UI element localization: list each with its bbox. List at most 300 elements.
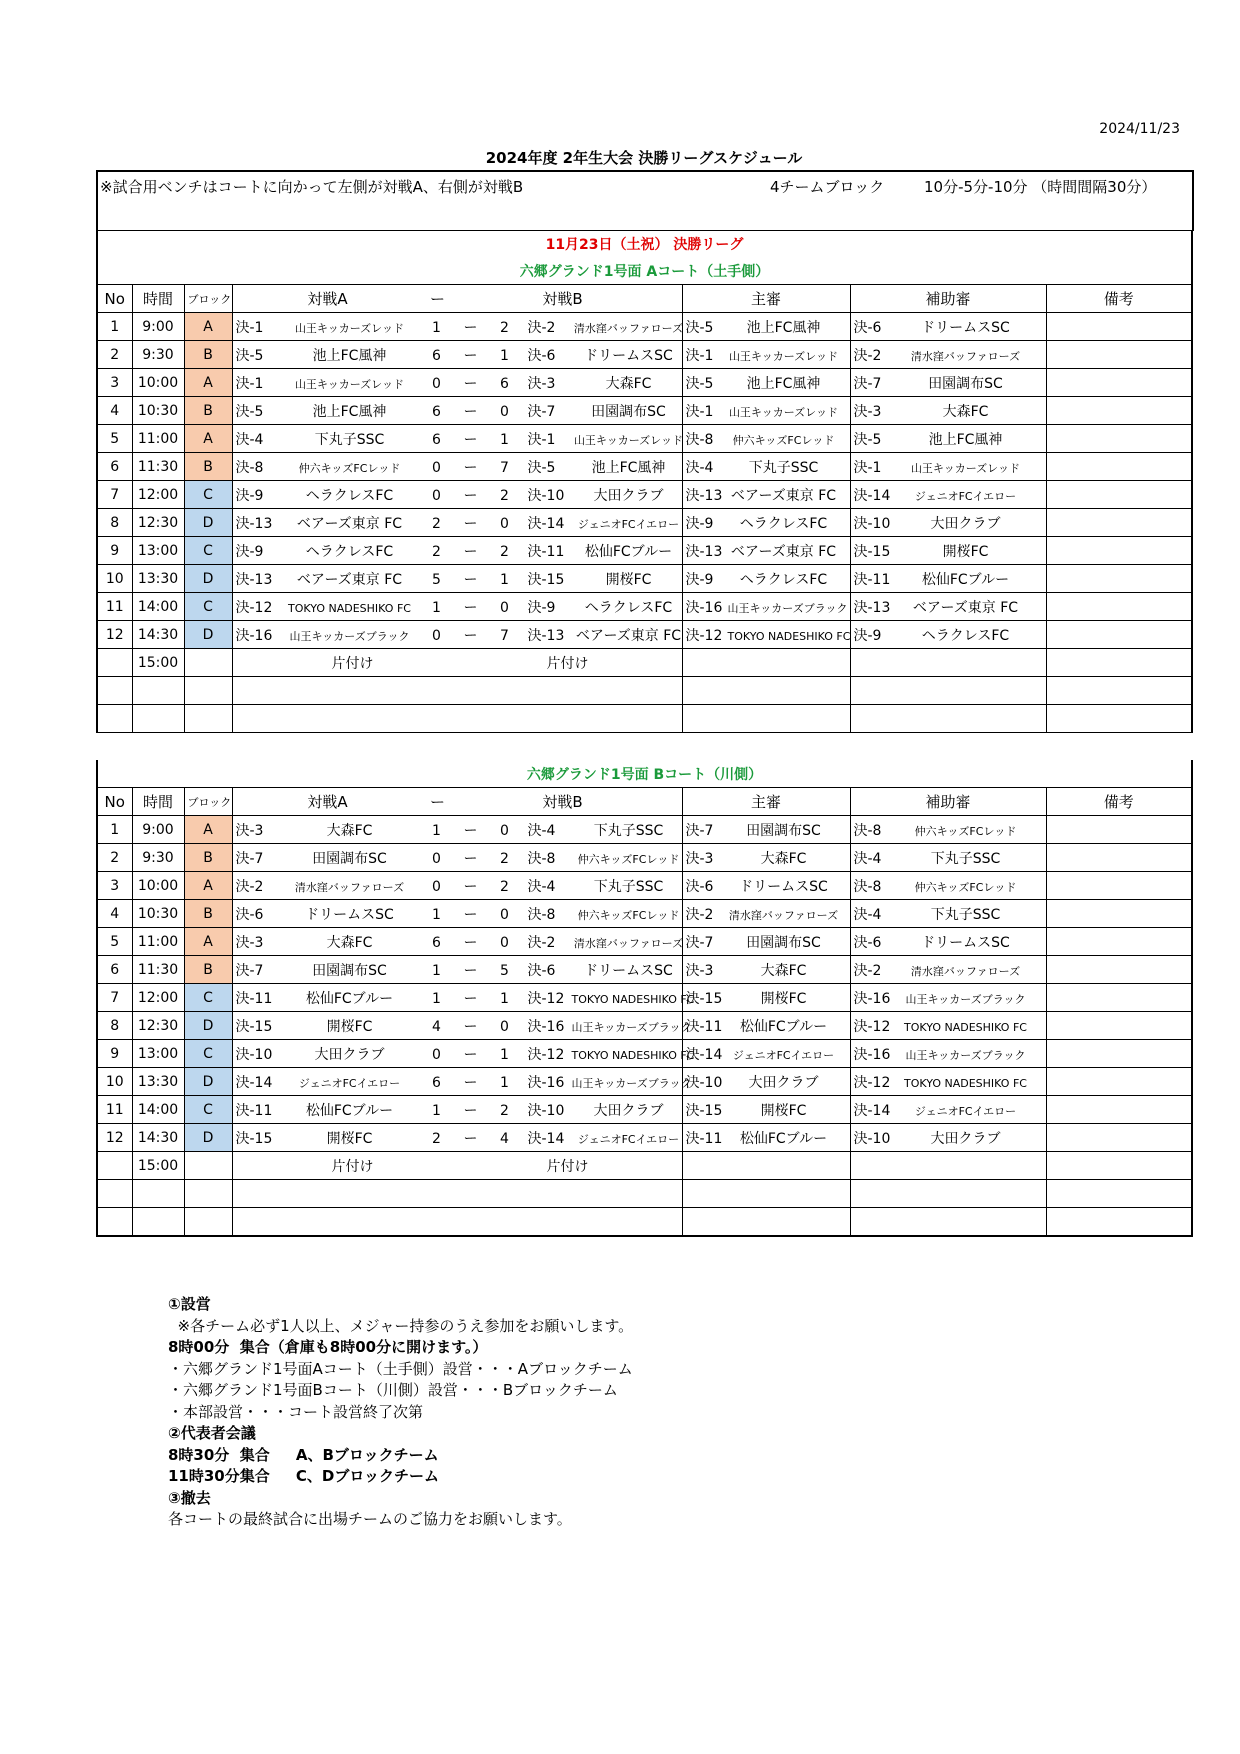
team-a-code: 決-4 [235,431,264,448]
team-b-code: 決-14 [527,515,565,532]
team-b-code: 決-8 [527,906,556,923]
match-block: D [184,621,232,649]
team-b-code: 決-8 [527,850,556,867]
remarks [1046,1096,1192,1124]
team-b-name: 山王キッカーズブラック [571,1020,692,1034]
remarks [1046,984,1192,1012]
referee [682,984,850,1012]
score-dash: ー [463,487,478,504]
team-b-name: 清水窪バッファローズ [573,936,684,950]
team-a-name: ドリームスSC [305,906,394,923]
match-block: C [184,984,232,1012]
score-a: 2 [432,543,441,560]
team-b-name: ジェニオFCイエロー [577,1132,680,1146]
team-a-code: 決-11 [235,1102,273,1119]
team-b-code: 決-16 [527,1018,565,1035]
score-a: 1 [432,1102,441,1119]
referee-code: 決-11 [685,1018,723,1035]
score-a: 1 [432,962,441,979]
asst-team: 仲六キッズFCレッド [914,824,1017,838]
cleanup-time: 15:00 [132,649,184,677]
remarks [1046,397,1192,425]
score-a: 5 [432,571,441,588]
match-no: 6 [97,956,132,984]
match-block: A [184,872,232,900]
col-remarks: 備考 [1046,285,1192,313]
referee [682,1040,850,1068]
match-pairing [232,900,682,928]
col-match [232,788,682,816]
team-a-code: 決-13 [235,515,273,532]
col-block: ブロック [184,285,232,313]
match-no: 11 [97,1096,132,1124]
asst-team: 清水窪バッファローズ [910,349,1021,363]
empty-row [97,705,1192,733]
asst-code: 決-16 [853,1046,891,1063]
score-dash: ー [463,599,478,616]
team-a-code: 決-6 [235,906,264,923]
assistant-referee [850,509,1046,537]
remarks [1046,872,1192,900]
col-block: ブロック [184,788,232,816]
col-no: No [97,285,132,313]
assistant-referee [850,900,1046,928]
score-dash: ー [463,1018,478,1035]
referee [682,397,850,425]
match-row [97,453,1192,481]
match-row [97,844,1192,872]
remarks [1046,369,1192,397]
note-line: ・六郷グランド1号面Aコート（土手側）設営・・・Aブロックチーム [168,1359,633,1378]
score-a: 0 [432,1046,441,1063]
match-row [97,369,1192,397]
asst-team: ジェニオFCイエロー [914,489,1017,503]
col-dash: ー [429,290,445,308]
team-a-code: 決-9 [235,543,264,560]
score-a: 2 [432,515,441,532]
asst-team: 開桜FC [942,543,989,560]
remarks [1046,928,1192,956]
document-date: 2024/11/23 [1099,121,1180,137]
asst-team: 松仙FCブルー [921,571,1010,588]
score-b: 2 [500,850,509,867]
match-time: 11:00 [132,425,184,453]
team-a-name: 松仙FCブルー [305,1102,394,1119]
document-title: 2024年度 2年生大会 決勝リーグスケジュール [485,149,803,167]
court-title-row [97,760,1192,788]
assistant-referee [850,984,1046,1012]
assistant-referee [850,425,1046,453]
referee [682,593,850,621]
referee [682,1124,850,1152]
asst-team: 大田クラブ [930,1130,1001,1147]
match-block: A [184,928,232,956]
assistant-referee [850,593,1046,621]
asst-code: 決-14 [853,1102,891,1119]
team-a-name: 田園調布SC [312,962,387,979]
match-time: 11:30 [132,453,184,481]
score-b: 2 [500,878,509,895]
note-line: 各コートの最終試合に出場チームのご協力をお願いします。 [168,1510,572,1528]
referee-code: 決-9 [685,571,714,588]
remarks [1046,425,1192,453]
match-row [97,621,1192,649]
team-b-code: 決-10 [527,1102,565,1119]
match-no: 12 [97,621,132,649]
asst-code: 決-6 [853,934,882,951]
score-dash: ー [463,1074,478,1091]
team-b-name: 下丸子SSC [593,822,664,839]
cleanup-row [97,1152,1192,1180]
referee-team: ドリームスSC [739,878,828,895]
referee [682,425,850,453]
team-a-name: ベアーズ東京 FC [296,571,403,588]
match-block: B [184,453,232,481]
match-block: D [184,1124,232,1152]
empty-row [97,1208,1192,1237]
match-no: 1 [97,313,132,341]
match-pairing [232,509,682,537]
assistant-referee [850,1012,1046,1040]
referee [682,313,850,341]
score-a: 6 [432,1074,441,1091]
match-time: 13:30 [132,565,184,593]
match-pairing [232,425,682,453]
col-referee: 主審 [682,285,850,313]
score-dash: ー [463,459,478,476]
match-row [97,1068,1192,1096]
team-a-name: 大田クラブ [314,1046,385,1063]
remarks [1046,900,1192,928]
match-block: A [184,313,232,341]
asst-code: 決-10 [853,515,891,532]
team-a-name: 池上FC風神 [312,403,387,420]
match-block: D [184,1068,232,1096]
referee-code: 決-4 [685,459,714,476]
referee-code: 決-16 [685,599,723,616]
match-block: B [184,844,232,872]
team-a-code: 決-15 [235,1130,273,1147]
match-time: 14:00 [132,1096,184,1124]
asst-team: ベアーズ東京 FC [912,599,1019,616]
remarks [1046,341,1192,369]
referee [682,1096,850,1124]
asst-code: 決-8 [853,878,882,895]
team-a-code: 決-10 [235,1046,273,1063]
team-a-name: 仲六キッズFCレッド [298,461,401,475]
match-block: C [184,481,232,509]
match-time: 13:00 [132,1040,184,1068]
match-no: 3 [97,369,132,397]
team-a-code: 決-15 [235,1018,273,1035]
asst-code: 決-16 [853,990,891,1007]
match-pairing [232,565,682,593]
referee-code: 決-5 [685,319,714,336]
match-time: 9:00 [132,816,184,844]
match-time: 12:00 [132,481,184,509]
match-no: 5 [97,928,132,956]
match-time: 11:30 [132,956,184,984]
col-time: 時間 [132,285,184,313]
score-dash: ー [463,990,478,1007]
score-b: 5 [500,962,509,979]
match-row [97,481,1192,509]
referee [682,956,850,984]
team-a-code: 決-1 [235,319,264,336]
referee-code: 決-12 [685,627,723,644]
asst-code: 決-12 [853,1074,891,1091]
match-no: 4 [97,397,132,425]
match-block: B [184,341,232,369]
score-dash: ー [463,375,478,392]
team-a-code: 決-16 [235,627,273,644]
referee-code: 決-15 [685,990,723,1007]
referee-team: 大森FC [760,850,807,867]
team-a-code: 決-1 [235,375,264,392]
referee-team: 山王キッカーズレッド [728,405,839,419]
score-dash: ー [463,319,478,336]
team-a-name: ジェニオFCイエロー [298,1076,401,1090]
bench-notice: ※試合用ベンチはコートに向かって左側が対戦A、右側が対戦B [100,178,524,196]
asst-team: 山王キッカーズレッド [910,461,1021,475]
referee-team: 開桜FC [760,990,807,1007]
match-no: 10 [97,565,132,593]
note-line: ③撤去 [168,1488,211,1507]
team-a-code: 決-5 [235,347,264,364]
day-title-row [97,230,1192,257]
match-row [97,1040,1192,1068]
team-a-code: 決-12 [235,599,273,616]
asst-team: ヘラクレスFC [921,627,1010,644]
col-asst: 補助審 [850,788,1046,816]
notes-section [168,1294,633,1531]
match-row [97,872,1192,900]
referee [682,928,850,956]
team-b-code: 決-2 [527,319,556,336]
match-row [97,1124,1192,1152]
match-time: 9:30 [132,341,184,369]
remarks [1046,844,1192,872]
assistant-referee [850,1040,1046,1068]
score-dash: ー [463,1046,478,1063]
match-pairing [232,341,682,369]
team-b-name: 開桜FC [605,571,652,588]
remarks [1046,1012,1192,1040]
team-a-name: 開桜FC [326,1130,373,1147]
team-a-code: 決-7 [235,962,264,979]
match-no: 2 [97,341,132,369]
team-a-code: 決-11 [235,990,273,1007]
team-b-name: 大田クラブ [593,1102,664,1119]
remarks [1046,453,1192,481]
team-b-code: 決-6 [527,347,556,364]
match-row [97,816,1192,844]
team-a-code: 決-7 [235,850,264,867]
referee-code: 決-7 [685,822,714,839]
score-dash: ー [463,571,478,588]
asst-code: 決-8 [853,822,882,839]
team-a-name: 池上FC風神 [312,347,387,364]
referee-code: 決-6 [685,878,714,895]
asst-code: 決-4 [853,906,882,923]
cleanup-a: 片付け [331,1158,374,1175]
score-a: 0 [432,459,441,476]
team-a-name: 山王キッカーズレッド [294,377,405,391]
score-b: 6 [500,375,509,392]
column-header-row [97,285,1192,313]
match-pairing [232,1012,692,1040]
team-a-code: 決-8 [235,459,264,476]
match-pairing [232,313,682,341]
referee-team: 松仙FCブルー [739,1018,828,1035]
empty-row [97,1180,1192,1208]
score-a: 0 [432,878,441,895]
referee-team: 仲六キッズFCレッド [732,433,835,447]
asst-team: 清水窪バッファローズ [910,964,1021,978]
team-b-code: 決-3 [527,375,556,392]
assistant-referee [850,872,1046,900]
asst-team: 大田クラブ [930,515,1001,532]
cleanup-b: 片付け [546,655,589,672]
team-a-name: TOKYO NADESHIKO FC [288,601,411,615]
score-a: 1 [432,319,441,336]
cleanup-a: 片付け [331,655,374,672]
court-title-row [97,257,1192,285]
referee [682,900,850,928]
asst-code: 決-5 [853,431,882,448]
match-time: 14:30 [132,1124,184,1152]
col-no: No [97,788,132,816]
team-b-name: ジェニオFCイエロー [577,517,680,531]
referee-code: 決-3 [685,850,714,867]
score-b: 1 [500,571,509,588]
team-a-name: ヘラクレスFC [305,487,394,504]
score-a: 6 [432,347,441,364]
match-pairing [232,928,682,956]
asst-code: 決-12 [853,1018,891,1035]
match-time: 14:00 [132,593,184,621]
asst-code: 決-9 [853,627,882,644]
team-b-code: 決-5 [527,459,556,476]
match-time: 9:30 [132,844,184,872]
cleanup-cell [232,649,682,677]
match-pairing [232,481,682,509]
asst-team: 山王キッカーズブラック [905,992,1026,1006]
score-dash: ー [463,347,478,364]
score-b: 1 [500,431,509,448]
match-row [97,593,1192,621]
asst-code: 決-13 [853,599,891,616]
match-pairing [232,397,682,425]
assistant-referee [850,621,1046,649]
match-row [97,984,1192,1012]
match-block: B [184,956,232,984]
match-pairing [232,816,682,844]
referee-team: ジェニオFCイエロー [732,1048,835,1062]
team-b-code: 決-11 [527,543,565,560]
referee-team: TOKYO NADESHIKO FC [727,629,851,643]
remarks [1046,537,1192,565]
remarks [1046,816,1192,844]
referee [682,565,850,593]
team-a-name: 清水窪バッファローズ [294,880,405,894]
team-b-code: 決-12 [527,990,565,1007]
col-team-a: 対戦A [307,290,348,308]
remarks [1046,313,1192,341]
match-row [97,900,1192,928]
match-block: C [184,1096,232,1124]
match-block: C [184,537,232,565]
col-team-b: 対戦B [542,290,583,308]
asst-team: 仲六キッズFCレッド [914,880,1017,894]
match-time: 12:00 [132,984,184,1012]
referee-team: 開桜FC [760,1102,807,1119]
team-b-code: 決-1 [527,431,556,448]
remarks [1046,593,1192,621]
team-b-name: ベアーズ東京 FC [575,627,682,644]
assistant-referee [850,928,1046,956]
score-b: 2 [500,487,509,504]
col-dash: ー [429,793,445,811]
team-b-code: 決-2 [527,934,556,951]
team-b-name: ヘラクレスFC [584,599,673,616]
assistant-referee [850,956,1046,984]
score-dash: ー [463,1130,478,1147]
note-line: ②代表者会議 [168,1424,256,1442]
referee [682,453,850,481]
team-a-code: 決-9 [235,487,264,504]
match-time: 12:30 [132,509,184,537]
match-block: A [184,816,232,844]
score-dash: ー [463,543,478,560]
team-b-code: 決-12 [527,1046,565,1063]
score-dash: ー [463,934,478,951]
match-block: B [184,900,232,928]
score-a: 1 [432,906,441,923]
team-b-name: 松仙FCブルー [584,543,673,560]
asst-team: ジェニオFCイエロー [914,1104,1017,1118]
asst-code: 決-6 [853,319,882,336]
score-a: 1 [432,822,441,839]
match-no: 4 [97,900,132,928]
match-time: 13:00 [132,537,184,565]
note-line: ※各チーム必ず1人以上、メジャー持参のうえ参加をお願いします。 [168,1316,634,1335]
team-b-code: 決-14 [527,1130,565,1147]
score-b: 0 [500,403,509,420]
match-no: 1 [97,816,132,844]
referee-team: 大森FC [760,962,807,979]
cleanup-cell [232,1152,682,1180]
team-b-code: 決-4 [527,878,556,895]
referee [682,1012,850,1040]
referee-team: 池上FC風神 [746,375,821,392]
asst-team: ドリームスSC [921,319,1010,336]
asst-team: 山王キッカーズブラック [905,1048,1026,1062]
day-title: 11月23日（土祝） 決勝リーグ [97,230,1192,257]
match-pairing [232,1096,682,1124]
match-pairing [232,1040,695,1068]
score-dash: ー [463,403,478,420]
team-a-name: 松仙FCブルー [305,990,394,1007]
team-b-name: TOKYO NADESHIKO FC [571,1048,695,1062]
assistant-referee [850,397,1046,425]
score-a: 1 [432,990,441,1007]
asst-code: 決-1 [853,459,882,476]
score-dash: ー [463,1102,478,1119]
court-b-table [96,760,1193,1237]
referee-code: 決-9 [685,515,714,532]
team-a-name: ベアーズ東京 FC [296,515,403,532]
